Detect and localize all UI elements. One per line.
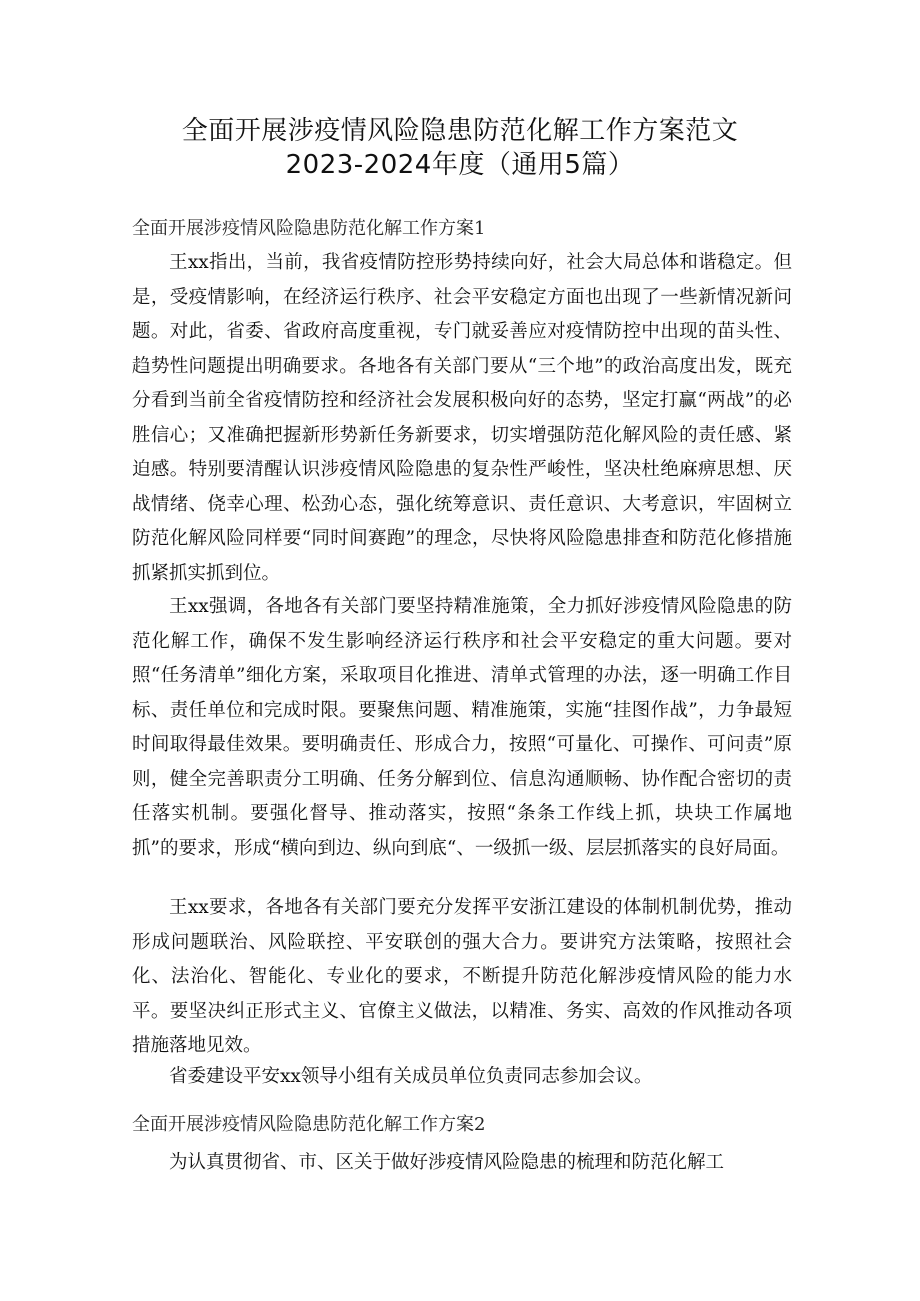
document-title-line-1: 全面开展涉疫情风险隐患防范化解工作方案范文	[181, 116, 739, 146]
section-1-heading: 全面开展涉疫情风险隐患防范化解工作方案1	[132, 218, 486, 239]
section-1-paragraph-3: 王xx要求，各地各有关部门要充分发挥平安浙江建设的体制机制优势，推动形成问题联治、风险联控、平安联创的强大合力。要讲究方法策略，按照社会化、法治化、智能化、专业化的要求，不断提升防范化解涉疫情风险的能力水平。要坚决纠正形式主义、官僚主义做法，以精准、务实、高效的作风推动各项措施落地见效。	[132, 897, 792, 1056]
section-2-paragraph-1: 为认真贯彻省、市、区关于做好涉疫情风险隐患的梳理和防范化解工	[169, 1152, 725, 1173]
document-title-line-2: 2023-2024年度（通用5篇）	[285, 150, 635, 180]
section-1-paragraph-4: 省委建设平安xx领导小组有关成员单位负责同志参加会议。	[169, 1066, 653, 1087]
section-1-paragraph-1: 王xx指出，当前，我省疫情防控形势持续向好，社会大局总体和谐稳定。但是，受疫情影响，在经济运行秩序、社会平安稳定方面也出现了一些新情况新问题。对此，省委、省政府高度重视，专门就妥善应对疫情防控中出现的苗头性、趋势性问题提出明确要求。各地各有关部门要从“三个地”的政治高度出发，既充分看到当前全省疫情防控和经济社会发展积极向好的态势，坚定打赢“两战”的必胜信心；又准确把握新形势新任务新要求，切实增强防范化解风险的责任感、紧迫感。特别要清醒认识涉疫情风险隐患的复杂性严峻性，坚决杜绝麻痹思想、厌战情绪、侥幸心理、松劲心态，强化统筹意识、责任意识、大考意识，牢固树立防范化解风险同样要“同时间赛跑”的理念，尽快将风险隐患排查和防范化修措施抓紧抓实抓到位。	[132, 252, 792, 584]
section-2-heading: 全面开展涉疫情风险隐患防范化解工作方案2	[132, 1114, 486, 1135]
section-1-paragraph-2: 王xx强调，各地各有关部门要坚持精准施策，全力抓好涉疫情风险隐患的防范化解工作，确保不发生影响经济运行秩序和社会平安稳定的重大问题。要对照“任务清单”细化方案，采取项目化推进、清单式管理的办法，逐一明确工作目标、责任单位和完成时限。要聚焦问题、精准施策，实施“挂图作战”，力争最短时间取得最佳效果。要明确责任、形成合力，按照“可量化、可操作、可问责”原则，健全完善职责分工明确、任务分解到位、信息沟通顺畅、协作配合密切的责任落实机制。要强化督导、推动落实，按照“条条工作线上抓，块块工作属地抓”的要求，形成“横向到边、纵向到底“、一级抓一级、层层抓落实的良好局面。	[132, 596, 792, 859]
